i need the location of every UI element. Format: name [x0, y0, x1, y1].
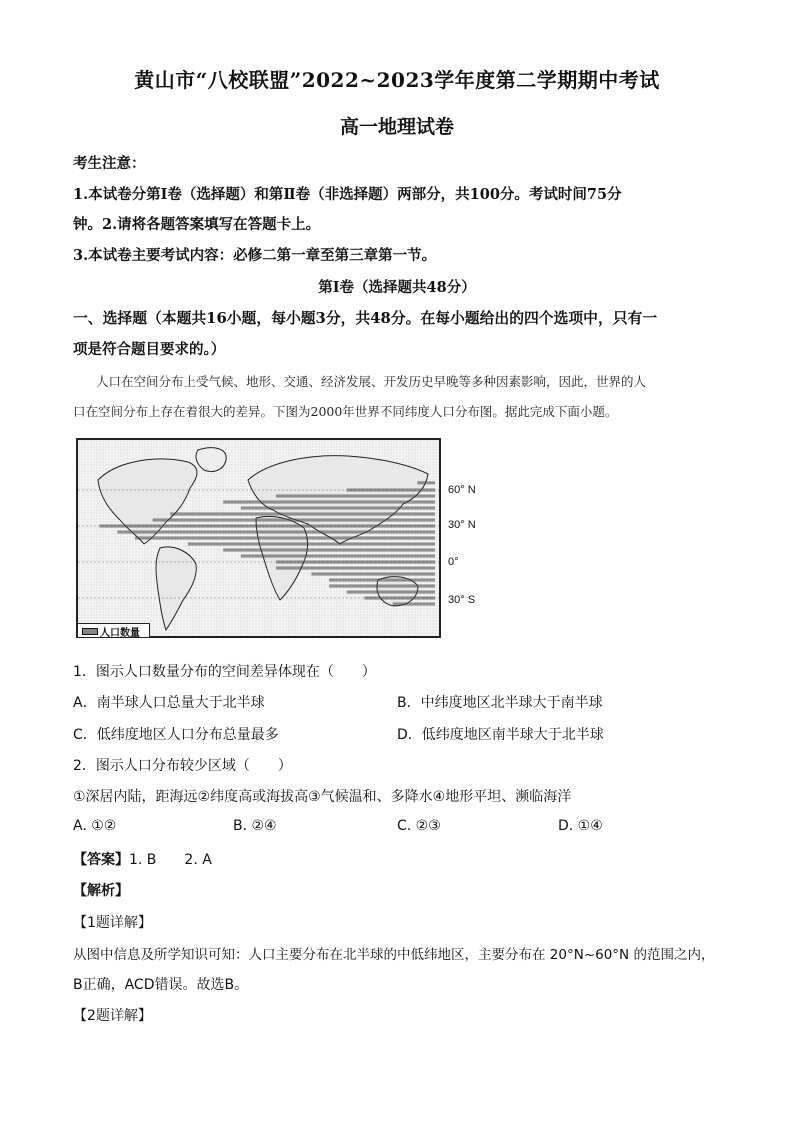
answer-value: 1. B 2. A [129, 852, 212, 868]
population-bar [329, 584, 435, 587]
section-instruction-1: 一、选择题（本题共16小题，每小题3分，共48分。在每小题给出的四个选项中，只有一 [73, 310, 658, 327]
question-2-option-a: A. ①② [73, 818, 117, 834]
passage-line-1: 人口在空间分布上受气候、地形、交通、经济发展、开发历史早晚等多种因素影响，因此，世界的人 [96, 374, 647, 389]
question-2-option-b: B. ②④ [233, 818, 277, 834]
population-bar [276, 566, 435, 569]
lat-label-30n: 30° N [448, 519, 476, 531]
population-bar [276, 494, 435, 497]
population-bar [170, 512, 435, 515]
population-bar [347, 590, 435, 593]
question-1-option-d: D．低纬度地区南半球大于北半球 [397, 727, 604, 743]
lat-label-0: 0° [448, 556, 459, 568]
q1-detail-text-2: B正确，ACD错误。故选B。 [73, 977, 249, 993]
exam-title: 黄山市“八校联盟”2022~2023学年度第二学期期中考试 [134, 68, 660, 92]
answer-label: 【答案】 [73, 852, 129, 868]
lat-label-60n: 60° N [448, 484, 476, 496]
population-bar [223, 548, 435, 551]
map-canvas [78, 440, 439, 636]
q2-detail-label: 【2题详解】 [73, 1008, 152, 1024]
section-instruction-2: 项是符合题目要求的。） [73, 341, 226, 358]
notice-line-2: 钟。2.请将各题答案填写在答题卡上。 [73, 216, 321, 233]
world-population-map [76, 438, 441, 638]
population-bar [311, 572, 435, 575]
population-bar [417, 481, 435, 484]
legend-swatch-icon [82, 628, 98, 635]
answer-line [73, 849, 212, 869]
population-bar [241, 506, 435, 509]
notice-line-3: 3.本试卷主要考试内容：必修二第一章至第三章第一节。 [73, 247, 437, 264]
population-bar [329, 578, 435, 581]
population-bar [241, 554, 435, 557]
question-2-statements: ①深居内陆，距海远②纬度高或海拔高③气候温和、多降水④地形平坦、濒临海洋 [73, 789, 572, 805]
question-2-option-c: C. ②③ [397, 818, 441, 834]
notice-line-1: 1.本试卷分第Ⅰ卷（选择题）和第Ⅱ卷（非选择题）两部分，共100分。考试时间75分 [73, 186, 622, 203]
population-bar [117, 530, 435, 533]
population-bar [135, 536, 435, 539]
section-title: 第Ⅰ卷（选择题共48分） [318, 279, 476, 296]
question-1-option-b: B．中纬度地区北半球大于南半球 [397, 695, 603, 711]
q1-detail-label: 【1题详解】 [73, 915, 152, 931]
exam-subtitle: 高一地理试卷 [339, 116, 454, 138]
q1-detail-text-1: 从图中信息及所学知识可知：人口主要分布在北半球的中低纬地区，主要分布在 20°N~60°N 的范围之内， [73, 947, 715, 963]
population-bar [393, 602, 435, 605]
notice-heading: 考生注意： [73, 155, 146, 172]
question-1-option-a: A．南半球人口总量大于北半球 [73, 695, 265, 711]
question-2-option-d: D. ①④ [558, 818, 603, 834]
map-legend [78, 623, 150, 637]
analysis-label: 【解析】 [73, 883, 129, 899]
question-2-stem: 2．图示人口分布较少区域（ ） [73, 758, 292, 774]
population-bar [188, 542, 435, 545]
passage-line-2: 口在空间分布上存在着很大的差异。下图为2000年世界不同纬度人口分布图。据此完成下面小题。 [73, 404, 618, 419]
question-1-stem: 1．图示人口数量分布的空间差异体现在（ ） [73, 664, 376, 680]
question-1-option-c: C．低纬度地区人口分布总量最多 [73, 727, 279, 743]
population-bar [153, 518, 435, 521]
legend-label: 人口数量 [100, 628, 140, 639]
lat-label-30s: 30° S [448, 594, 476, 606]
population-bar [223, 500, 435, 503]
